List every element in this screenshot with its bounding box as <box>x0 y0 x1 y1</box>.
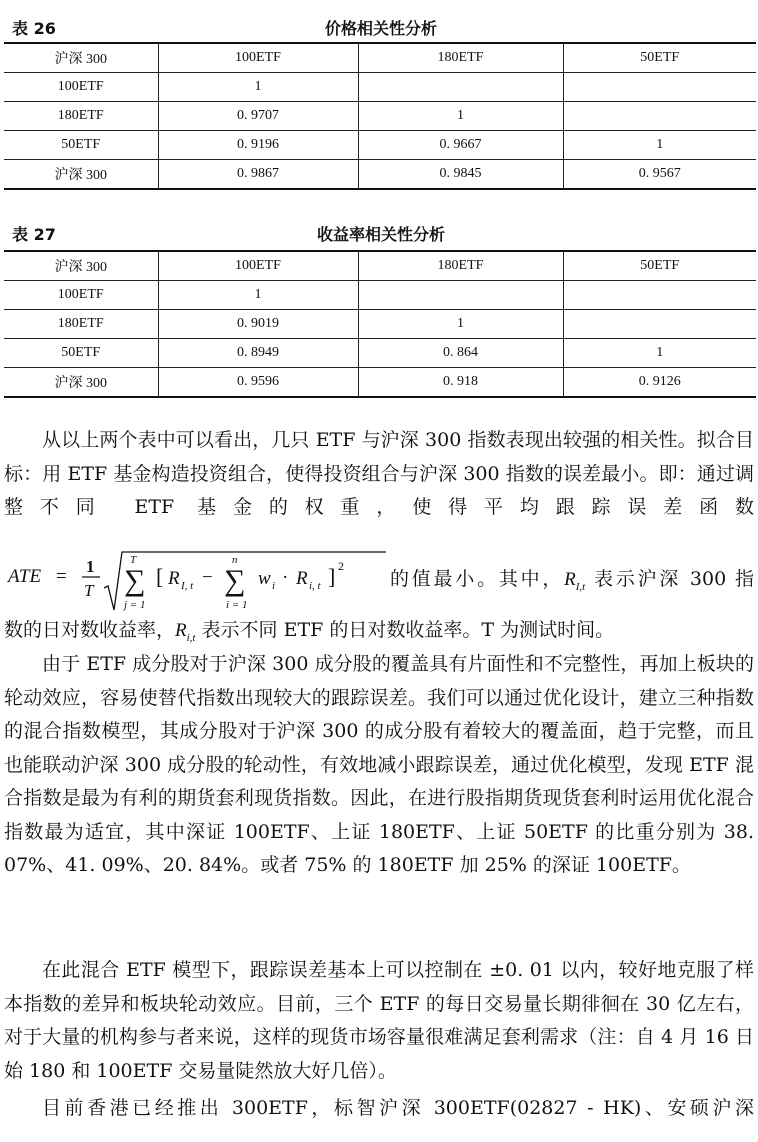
table-cell: 0. 9867 <box>158 160 358 190</box>
table-header-cell: 100ETF <box>158 251 358 281</box>
paragraph-3 <box>4 954 754 1088</box>
table-cell: 0. 9567 <box>563 160 756 190</box>
table-cell <box>563 310 756 339</box>
sum2-upper: n <box>232 554 238 566</box>
ate-formula <box>4 548 394 618</box>
table-26 <box>4 42 756 190</box>
table-27 <box>4 250 756 398</box>
table-27-label: 表 27 <box>12 225 56 244</box>
table-row <box>4 160 756 190</box>
paragraph-text: 从以上两个表中可以看出，几只 ETF 与沪深 300 指数表现出较强的相关性。拟合目标：用 ETF 基金构造投资组合，使得投资组合与沪深 300 指数的误差最小。即：通过调整不同 ETF 基金的权重，使得平均跟踪误差函数 <box>4 429 754 518</box>
formula-R-I-sub: I, t <box>181 580 194 592</box>
formula-tail <box>390 564 754 593</box>
table-cell: 100ETF <box>57 79 104 94</box>
table-27-caption <box>4 218 758 244</box>
table-cell: 1 <box>358 102 563 131</box>
sum-sign-2: ∑ <box>224 564 246 597</box>
table-cell: 1 <box>158 281 358 310</box>
sum-upper: T <box>130 554 137 566</box>
table-cell: 0. 9707 <box>158 102 358 131</box>
formula-tail-text: 的值最小。其中， <box>390 568 565 590</box>
table-cell: 0. 8949 <box>158 339 358 368</box>
formula-R-i: R <box>296 568 308 589</box>
table-header-cell: 沪深 300 <box>54 52 107 67</box>
table-cell <box>563 102 756 131</box>
formula-minus: − <box>202 567 213 588</box>
paragraph-text: 目前香港已经推出 300ETF，标智沪深 300ETF(02827 - HK)、安硕沪深 <box>42 1097 754 1119</box>
table-header-cell: 沪深 300 <box>54 260 107 275</box>
table-27-title: 收益率相关性分析 <box>316 225 445 244</box>
bracket-open: [ <box>156 564 164 589</box>
table-cell <box>358 73 563 102</box>
table-cell: 100ETF <box>57 287 104 302</box>
table-cell: 50ETF <box>61 137 101 152</box>
table-cell: 1 <box>563 131 756 160</box>
formula-w: w <box>258 568 271 589</box>
paragraph-text: 由于 ETF 成分股对于沪深 300 成分股的覆盖具有片面性和不完整性，再加上板块的轮动效应，容易使替代指数出现较大的跟踪误差。我们可以通过优化设计，建立三种指数的混合指数模型，其成分股对于沪深 300 的成分股有着较大的覆盖面，趋于完整，而且也能联动沪深 300 成分股的轮动性，有效地减小跟踪误差，通过优化模型，发现 ETF 混合指数是最为有利的期货套利现货指数。因此，在进行股指期货现货套利时运用优化混合指数最为适宜，其中深证 100ETF、上证 180ETF、上证 50ETF 的比重分别为 38. 07%、41. 09%、20. 84%。或者 75% 的 180ETF 加 25% 的深证 100ETF。 <box>4 653 754 876</box>
table-row <box>4 102 756 131</box>
formula-eq: = <box>56 566 67 587</box>
table-cell: 0. 9845 <box>358 160 563 190</box>
line2-text: 数的日对数收益率， <box>4 619 176 641</box>
line2b-text: 表示不同 ETF 的日对数收益率。T 为测试时间。 <box>201 619 615 641</box>
formula-exp: 2 <box>338 559 344 573</box>
table-26-label: 表 26 <box>12 19 56 38</box>
table-cell <box>563 73 756 102</box>
formula-R-I: R <box>168 568 180 589</box>
table-row <box>4 281 756 310</box>
paragraph-2 <box>4 648 754 883</box>
table-header-cell: 100ETF <box>158 43 358 73</box>
table-cell: 0. 9596 <box>158 368 358 398</box>
formula-one: 1 <box>86 557 95 576</box>
table-row <box>4 310 756 339</box>
paragraph-4 <box>4 1092 754 1126</box>
formula-R-i-sub: i, t <box>309 580 321 592</box>
table-cell <box>358 281 563 310</box>
table-cell: 0. 9019 <box>158 310 358 339</box>
table-cell: 沪深 300 <box>54 168 107 183</box>
formula-tail-text-2: 表示沪深 300 指 <box>594 568 754 590</box>
table-26-caption <box>4 12 758 38</box>
table-header-cell: 50ETF <box>563 251 756 281</box>
formula-w-sub: i <box>272 580 276 592</box>
paragraph-text: 在此混合 ETF 模型下，跟踪误差基本上可以控制在 ±0. 01 以内，较好地克服了样本指数的差异和板块轮动效应。目前，三个 ETF 的每日交易量长期徘徊在 30 亿左右，对于大量的机构参与者来说，这样的现货市场容量很难满足套利需求（注：自 4 月 16 日始 180 和 100ETF 交易量陡然放大好几倍）。 <box>4 959 754 1082</box>
table-row <box>4 73 756 102</box>
table-header-row <box>4 251 756 281</box>
table-cell: 180ETF <box>57 316 104 331</box>
table-header-cell: 180ETF <box>358 43 563 73</box>
table-cell: 180ETF <box>57 108 104 123</box>
table-cell <box>563 281 756 310</box>
table-cell: 1 <box>358 310 563 339</box>
formula-T: T <box>84 581 94 600</box>
ate-formula-line <box>4 548 754 618</box>
table-cell: 0. 9196 <box>158 131 358 160</box>
formula-lhs: ATE <box>8 566 42 587</box>
table-cell: 0. 9667 <box>358 131 563 160</box>
R-i-t-symbol: $R_{i,t}$ <box>175 620 196 644</box>
formula-dot: · <box>282 567 289 588</box>
table-cell: 50ETF <box>61 345 101 360</box>
table-cell: 0. 918 <box>358 368 563 398</box>
table-26-title: 价格相关性分析 <box>324 19 437 38</box>
table-row <box>4 339 756 368</box>
table-cell: 1 <box>563 339 756 368</box>
bracket-close: ] <box>328 564 336 589</box>
table-header-cell: 50ETF <box>563 43 756 73</box>
table-header-row <box>4 43 756 73</box>
table-cell: 0. 9126 <box>563 368 756 398</box>
sum-sign-1: ∑ <box>124 564 146 597</box>
table-cell: 0. 864 <box>358 339 563 368</box>
paragraph-1 <box>4 424 754 525</box>
R-I-t-symbol: $R_{I,t}$ <box>564 569 586 593</box>
table-row <box>4 368 756 398</box>
sum2-lower: i = 1 <box>226 599 248 611</box>
table-header-cell: 180ETF <box>358 251 563 281</box>
sum-lower: j = 1 <box>124 599 146 611</box>
table-cell: 1 <box>158 73 358 102</box>
table-row <box>4 131 756 160</box>
table-cell: 沪深 300 <box>54 376 107 391</box>
